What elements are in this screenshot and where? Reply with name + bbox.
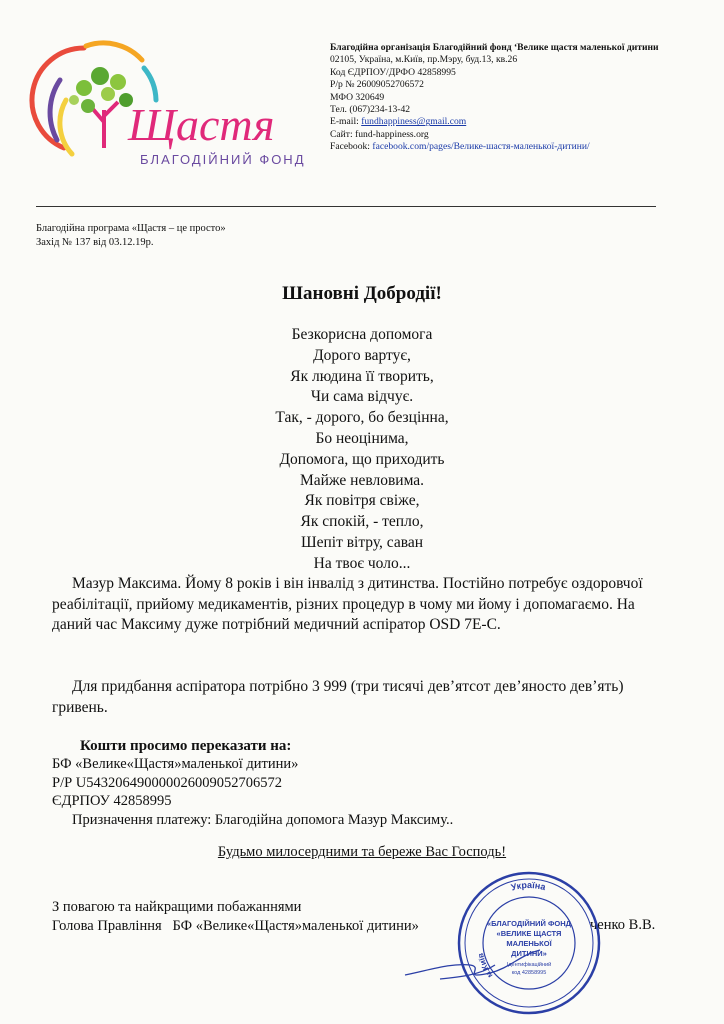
signatory-name: ченко В.В. [590,917,656,933]
contact-block [330,42,659,154]
amount-paragraph [52,677,672,718]
stamp-line: Ідентифікаційний [506,962,552,968]
bank-details [52,737,453,829]
story-paragraph [52,574,672,636]
program-name: Благодійна програма «Щастя – це просто» [36,223,226,234]
letter-salutation: Шановні Добродії! [282,283,442,304]
stamp-line: «ВЕЛИКЕ ЩАСТЯ [496,929,562,938]
logo-wordmark: Щастя [128,99,275,150]
poem-line: Бо неоцінима, [315,429,409,447]
phone: Тел. (067)234-13-42 [330,104,411,116]
poem-line: На твоє чоло... [313,554,411,572]
event-number: Захід № 137 від 03.12.19р. [36,237,154,248]
signature-block [52,898,419,936]
facebook-link[interactable]: facebook.com/pages/Велике-шастя-маленької-дитини/ [372,141,590,153]
poem-line: Допомога, що приходить [279,450,445,468]
poem-line: Як повітря свіже, [304,492,420,510]
stamp-country: Україна [509,879,547,893]
email-row [330,116,659,128]
poem-line: Безкорисна допомога [291,326,433,343]
poem-line: Так, - дорого, бо безцінна, [275,409,449,427]
email-link[interactable]: fundhappiness@gmail.com [361,116,467,128]
edrpou-code: Код ЄДРПОУ/ДРФО 42858995 [330,66,456,78]
signatory-title: Голова Правління БФ «Велике«Щастя»маленької дитини» [52,918,419,934]
bank-account: Р/р № 26009052706572 [330,79,424,91]
poem-line: Як спокій, - тепло, [300,513,424,531]
stamp-city: м.Київ [475,952,495,980]
poem [0,325,724,575]
poem-line: Дорого вартує, [313,346,411,364]
email-label: E-mail: [330,116,359,128]
mfo: МФО 320649 [330,91,385,103]
logo-tree-icon [69,67,133,148]
story-text: Мазур Максима. Йому 8 років і він інвалід з дитинства. Постійно потребує оздоровчої реабілітації, прийому медикаментів, різних процедур в чому ми йому і допомагаємо. На даний час Максиму дуже потрібний медичний аспіратор OSD 7E-C. [52,575,643,633]
payment-purpose: Призначення платежу: Благодійна допомога Мазур Максиму.. [72,811,454,828]
poem-line: Шепіт вітру, саван [300,533,424,551]
program-info [36,222,226,250]
official-stamp [454,868,604,1018]
website: Сайт: fund-happiness.org [330,128,429,140]
poem-line: Майже невловима. [299,471,425,489]
address: 02105, Україна, м.Київ, пр.Мэру, буд.13, кв.26 [330,54,518,66]
bank-account-number: Р/Р U543206490000026009052706572 [52,774,283,791]
stamp-line: «БЛАГОДІЙНИЙ ФОНД [486,919,572,928]
poem-line: Чи сама відчує. [310,388,414,406]
bank-heading: Кошти просимо переказати на: [80,738,292,754]
stamp-line: ДИТИНИ» [511,949,547,958]
org-name: Благодійна організація Благодійний фонд ‘Велике щастя маленької дитини [330,42,659,53]
blessing-line: Будьмо милосердними та береже Вас Господь! [217,844,507,860]
amount-text: Для придбання аспіратора потрібно 3 999 (три тисячі дев’ятсот дев’яносто дев’ять) гривень. [52,678,624,716]
bank-recipient: БФ «Велике«Щастя»маленької дитини» [52,756,299,773]
logo-subtitle: БЛАГОДІЙНИЙ ФОНД [140,152,306,167]
bank-edrpou: ЄДРПОУ 42858995 [52,793,172,810]
stamp-line: код 42858995 [511,970,547,976]
poem-line: Як людина її творить, [290,367,434,385]
facebook-row [330,141,659,153]
header-divider [36,206,656,207]
closing-line: З повагою та найкращими побажаннями [52,899,302,915]
stamp-line: МАЛЕНЬКОЇ [506,939,552,948]
facebook-label: Facebook: [330,141,370,153]
